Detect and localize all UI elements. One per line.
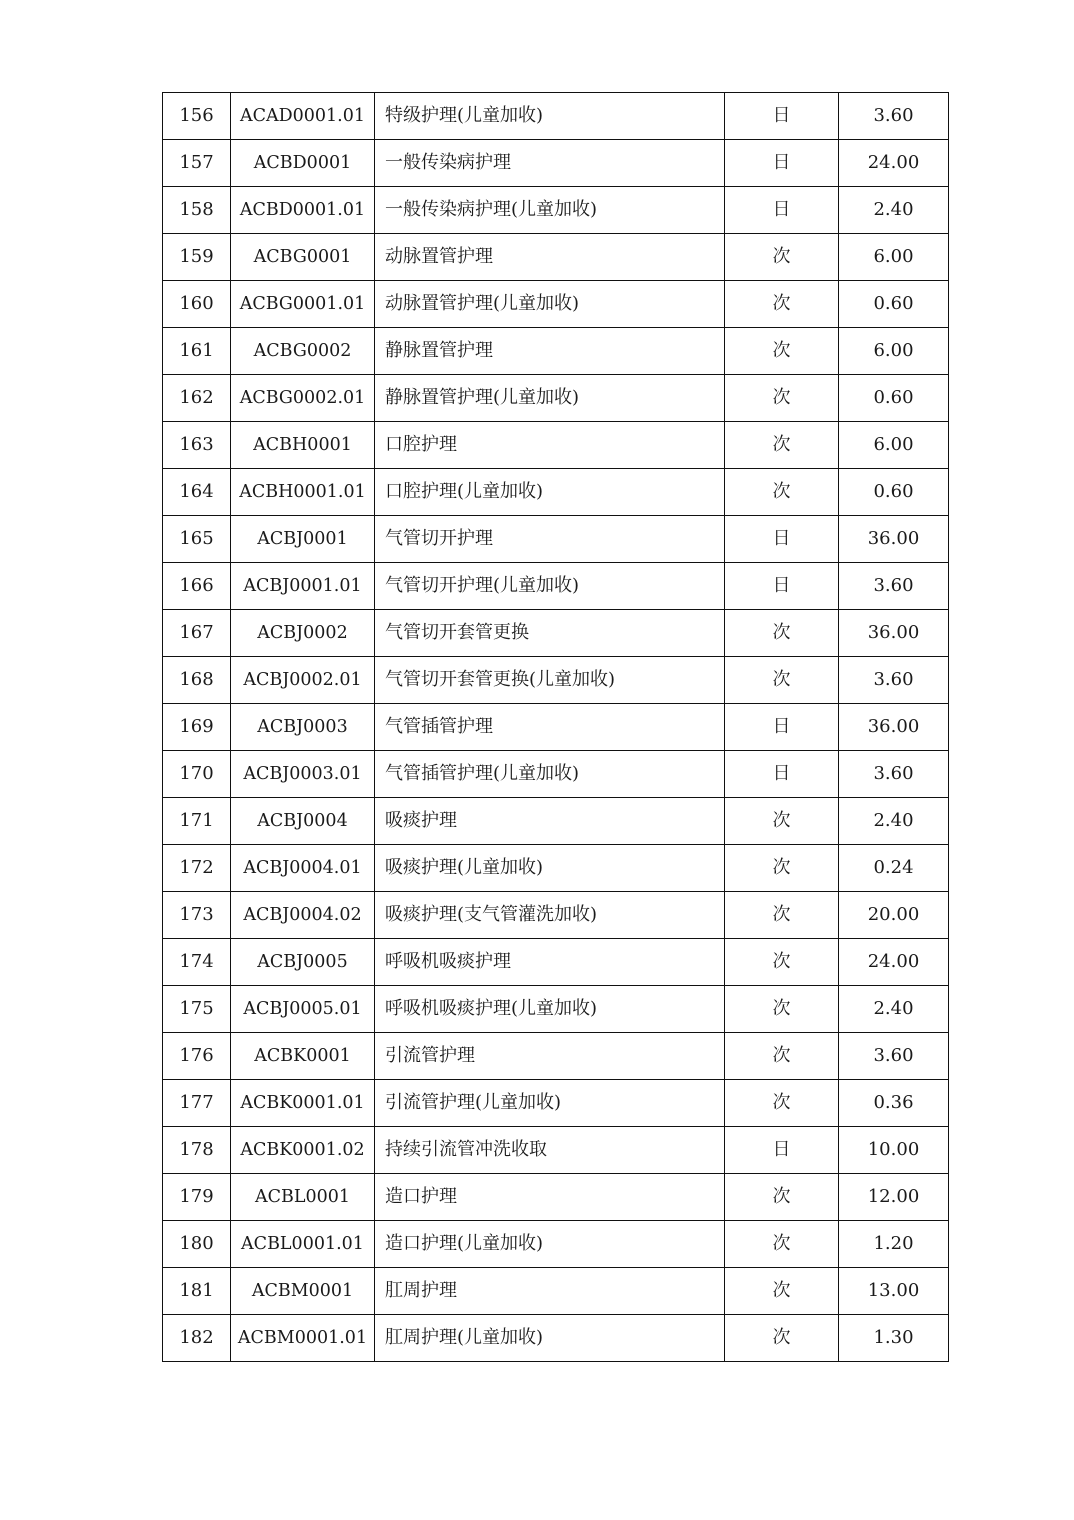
unit-cell: 日 <box>725 751 839 798</box>
row-number-cell: 167 <box>163 610 231 657</box>
item-code-cell: ACBG0001 <box>231 234 375 281</box>
item-code-cell: ACBJ0004.01 <box>231 845 375 892</box>
table-row <box>163 610 949 657</box>
row-number-cell: 175 <box>163 986 231 1033</box>
fee-table <box>162 92 949 1362</box>
row-number-cell: 160 <box>163 281 231 328</box>
unit-cell: 日 <box>725 704 839 751</box>
unit-cell: 日 <box>725 563 839 610</box>
table-row <box>163 657 949 704</box>
price-cell: 3.60 <box>839 657 949 704</box>
table-row <box>163 516 949 563</box>
price-cell: 13.00 <box>839 1268 949 1315</box>
table-row <box>163 1174 949 1221</box>
unit-cell: 次 <box>725 281 839 328</box>
price-cell: 6.00 <box>839 234 949 281</box>
price-cell: 24.00 <box>839 140 949 187</box>
item-name-cell: 特级护理(儿童加收) <box>375 93 725 140</box>
item-code-cell: ACBL0001.01 <box>231 1221 375 1268</box>
price-cell: 36.00 <box>839 610 949 657</box>
table-row <box>163 1080 949 1127</box>
item-name-cell: 口腔护理(儿童加收) <box>375 469 725 516</box>
unit-cell: 次 <box>725 986 839 1033</box>
item-code-cell: ACBK0001.01 <box>231 1080 375 1127</box>
price-cell: 0.60 <box>839 375 949 422</box>
item-name-cell: 持续引流管冲洗收取 <box>375 1127 725 1174</box>
table-row <box>163 281 949 328</box>
item-code-cell: ACAD0001.01 <box>231 93 375 140</box>
price-cell: 1.20 <box>839 1221 949 1268</box>
row-number-cell: 166 <box>163 563 231 610</box>
unit-cell: 日 <box>725 140 839 187</box>
table-row <box>163 93 949 140</box>
row-number-cell: 171 <box>163 798 231 845</box>
unit-cell: 日 <box>725 516 839 563</box>
unit-cell: 次 <box>725 1268 839 1315</box>
item-code-cell: ACBD0001.01 <box>231 187 375 234</box>
price-cell: 2.40 <box>839 986 949 1033</box>
price-cell: 36.00 <box>839 704 949 751</box>
item-name-cell: 气管切开护理 <box>375 516 725 563</box>
row-number-cell: 179 <box>163 1174 231 1221</box>
item-name-cell: 气管插管护理 <box>375 704 725 751</box>
item-code-cell: ACBL0001 <box>231 1174 375 1221</box>
unit-cell: 次 <box>725 422 839 469</box>
price-cell: 0.60 <box>839 469 949 516</box>
item-name-cell: 呼吸机吸痰护理(儿童加收) <box>375 986 725 1033</box>
table-row <box>163 798 949 845</box>
table-row <box>163 1033 949 1080</box>
item-code-cell: ACBG0001.01 <box>231 281 375 328</box>
price-cell: 36.00 <box>839 516 949 563</box>
price-cell: 3.60 <box>839 751 949 798</box>
item-code-cell: ACBG0002 <box>231 328 375 375</box>
table-row <box>163 939 949 986</box>
unit-cell: 次 <box>725 798 839 845</box>
table-row <box>163 375 949 422</box>
price-cell: 10.00 <box>839 1127 949 1174</box>
row-number-cell: 174 <box>163 939 231 986</box>
item-code-cell: ACBJ0005.01 <box>231 986 375 1033</box>
row-number-cell: 173 <box>163 892 231 939</box>
item-name-cell: 静脉置管护理(儿童加收) <box>375 375 725 422</box>
item-code-cell: ACBK0001.02 <box>231 1127 375 1174</box>
table-row <box>163 328 949 375</box>
item-name-cell: 动脉置管护理(儿童加收) <box>375 281 725 328</box>
row-number-cell: 156 <box>163 93 231 140</box>
item-name-cell: 气管插管护理(儿童加收) <box>375 751 725 798</box>
table-row <box>163 986 949 1033</box>
item-name-cell: 气管切开护理(儿童加收) <box>375 563 725 610</box>
table-row <box>163 1127 949 1174</box>
item-code-cell: ACBJ0004.02 <box>231 892 375 939</box>
table-row <box>163 704 949 751</box>
price-cell: 0.24 <box>839 845 949 892</box>
unit-cell: 次 <box>725 328 839 375</box>
unit-cell: 日 <box>725 187 839 234</box>
row-number-cell: 163 <box>163 422 231 469</box>
row-number-cell: 161 <box>163 328 231 375</box>
row-number-cell: 176 <box>163 1033 231 1080</box>
price-cell: 24.00 <box>839 939 949 986</box>
price-cell: 3.60 <box>839 563 949 610</box>
row-number-cell: 162 <box>163 375 231 422</box>
item-code-cell: ACBH0001.01 <box>231 469 375 516</box>
unit-cell: 次 <box>725 892 839 939</box>
item-code-cell: ACBD0001 <box>231 140 375 187</box>
row-number-cell: 177 <box>163 1080 231 1127</box>
unit-cell: 日 <box>725 1127 839 1174</box>
row-number-cell: 168 <box>163 657 231 704</box>
item-code-cell: ACBG0002.01 <box>231 375 375 422</box>
price-cell: 2.40 <box>839 187 949 234</box>
table-row <box>163 892 949 939</box>
item-code-cell: ACBJ0002 <box>231 610 375 657</box>
unit-cell: 日 <box>725 93 839 140</box>
item-code-cell: ACBK0001 <box>231 1033 375 1080</box>
item-code-cell: ACBH0001 <box>231 422 375 469</box>
row-number-cell: 159 <box>163 234 231 281</box>
table-row <box>163 140 949 187</box>
unit-cell: 次 <box>725 234 839 281</box>
unit-cell: 次 <box>725 845 839 892</box>
unit-cell: 次 <box>725 1080 839 1127</box>
item-code-cell: ACBJ0002.01 <box>231 657 375 704</box>
item-name-cell: 动脉置管护理 <box>375 234 725 281</box>
row-number-cell: 169 <box>163 704 231 751</box>
price-cell: 6.00 <box>839 328 949 375</box>
table-row <box>163 1268 949 1315</box>
price-cell: 0.36 <box>839 1080 949 1127</box>
price-cell: 6.00 <box>839 422 949 469</box>
unit-cell: 次 <box>725 1174 839 1221</box>
item-name-cell: 口腔护理 <box>375 422 725 469</box>
row-number-cell: 158 <box>163 187 231 234</box>
item-name-cell: 气管切开套管更换 <box>375 610 725 657</box>
price-cell: 12.00 <box>839 1174 949 1221</box>
item-name-cell: 肛周护理 <box>375 1268 725 1315</box>
fee-table-body <box>163 93 949 1362</box>
item-name-cell: 吸痰护理 <box>375 798 725 845</box>
item-code-cell: ACBJ0001 <box>231 516 375 563</box>
unit-cell: 次 <box>725 375 839 422</box>
unit-cell: 次 <box>725 1033 839 1080</box>
unit-cell: 次 <box>725 469 839 516</box>
row-number-cell: 170 <box>163 751 231 798</box>
row-number-cell: 165 <box>163 516 231 563</box>
row-number-cell: 178 <box>163 1127 231 1174</box>
item-code-cell: ACBM0001.01 <box>231 1315 375 1362</box>
table-row <box>163 187 949 234</box>
price-cell: 0.60 <box>839 281 949 328</box>
item-name-cell: 造口护理(儿童加收) <box>375 1221 725 1268</box>
item-code-cell: ACBJ0004 <box>231 798 375 845</box>
price-cell: 1.30 <box>839 1315 949 1362</box>
item-name-cell: 呼吸机吸痰护理 <box>375 939 725 986</box>
table-row <box>163 1315 949 1362</box>
row-number-cell: 172 <box>163 845 231 892</box>
price-cell: 2.40 <box>839 798 949 845</box>
row-number-cell: 181 <box>163 1268 231 1315</box>
table-row <box>163 422 949 469</box>
unit-cell: 次 <box>725 610 839 657</box>
item-name-cell: 造口护理 <box>375 1174 725 1221</box>
item-code-cell: ACBJ0003.01 <box>231 751 375 798</box>
unit-cell: 次 <box>725 939 839 986</box>
table-row <box>163 1221 949 1268</box>
row-number-cell: 157 <box>163 140 231 187</box>
price-cell: 3.60 <box>839 1033 949 1080</box>
item-name-cell: 气管切开套管更换(儿童加收) <box>375 657 725 704</box>
table-row <box>163 469 949 516</box>
item-code-cell: ACBJ0001.01 <box>231 563 375 610</box>
table-row <box>163 563 949 610</box>
item-name-cell: 一般传染病护理(儿童加收) <box>375 187 725 234</box>
price-cell: 3.60 <box>839 93 949 140</box>
item-name-cell: 吸痰护理(支气管灌洗加收) <box>375 892 725 939</box>
item-code-cell: ACBJ0003 <box>231 704 375 751</box>
item-name-cell: 引流管护理 <box>375 1033 725 1080</box>
item-name-cell: 静脉置管护理 <box>375 328 725 375</box>
table-row <box>163 751 949 798</box>
row-number-cell: 182 <box>163 1315 231 1362</box>
unit-cell: 次 <box>725 1221 839 1268</box>
table-row <box>163 234 949 281</box>
item-name-cell: 肛周护理(儿童加收) <box>375 1315 725 1362</box>
item-name-cell: 引流管护理(儿童加收) <box>375 1080 725 1127</box>
item-code-cell: ACBJ0005 <box>231 939 375 986</box>
unit-cell: 次 <box>725 1315 839 1362</box>
table-row <box>163 845 949 892</box>
item-name-cell: 一般传染病护理 <box>375 140 725 187</box>
row-number-cell: 164 <box>163 469 231 516</box>
item-code-cell: ACBM0001 <box>231 1268 375 1315</box>
unit-cell: 次 <box>725 657 839 704</box>
item-name-cell: 吸痰护理(儿童加收) <box>375 845 725 892</box>
price-cell: 20.00 <box>839 892 949 939</box>
row-number-cell: 180 <box>163 1221 231 1268</box>
